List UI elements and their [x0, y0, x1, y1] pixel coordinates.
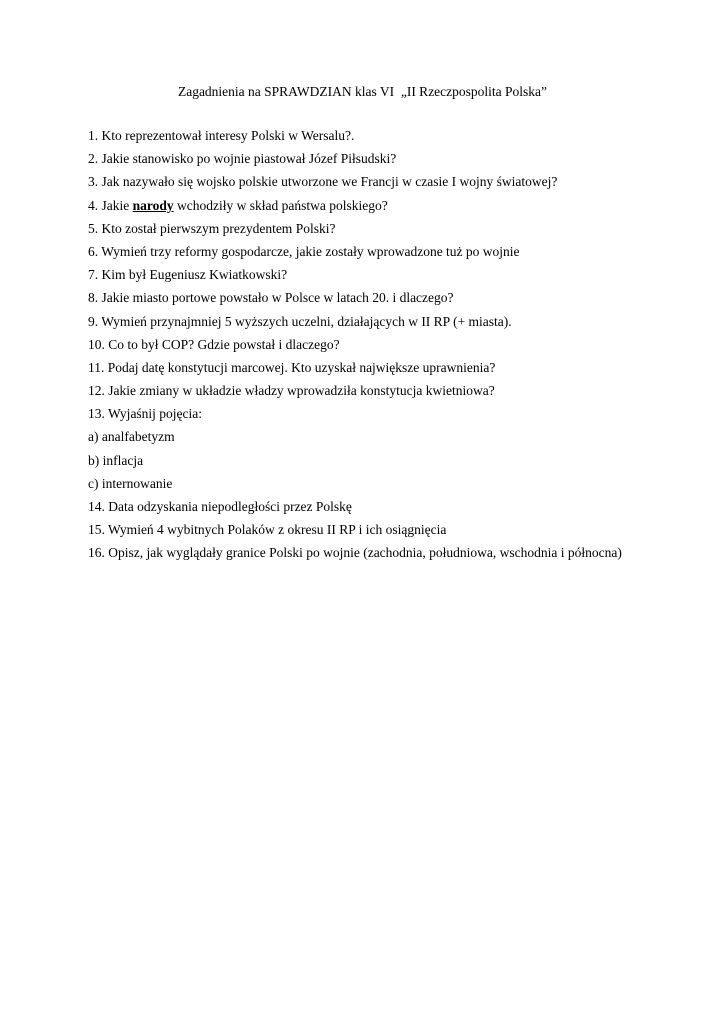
question-4	[88, 198, 708, 221]
question-14: 14. Data odzyskania niepodległości przez Polskę	[88, 499, 352, 514]
question-13: 13. Wyjaśnij pojęcia:	[88, 406, 203, 422]
question-15: 15. Wymień 4 wybitnych Polaków z okresu II RP i ich osiągnięcia	[88, 522, 447, 538]
question-16: 16. Opisz, jak wyglądały granice Polski po wojnie (zachodnia, południowa, wschodnia i północna)	[88, 545, 622, 561]
question-12: 12. Jakie zmiany w układzie władzy wprowadziła konstytucja kwietniowa?	[88, 383, 495, 399]
question-8: 8. Jakie miasto portowe powstało w Polsce w latach 20. i dlaczego?	[88, 290, 454, 306]
question-4-end: wchodziły w skład państwa polskiego?	[173, 197, 388, 213]
question-13-b: b) inflacja	[88, 452, 144, 468]
question-4-emphasis: narody	[132, 197, 174, 213]
question-13-c: c) internowanie	[88, 475, 173, 491]
question-7: 7. Kim był Eugeniusz Kwiatkowski?	[88, 267, 288, 283]
document-title: Zagadnienia na SPRAWDZIAN klas VI „II Rzeczpospolita Polska”	[177, 84, 548, 99]
question-4-start: 4. Jakie	[88, 197, 133, 213]
question-13-a: a) analfabetyzm	[88, 429, 175, 445]
question-6: 6. Wymień trzy reformy gospodarcze, jakie zostały wprowadzone tuż po wojnie	[88, 243, 520, 259]
question-1: 1. Kto reprezentował interesy Polski w Wersalu?.	[88, 128, 355, 143]
question-list	[88, 128, 708, 569]
question-3: 3. Jak nazywało się wojsko polskie utworzone we Francji w czasie I wojny światowej?	[88, 174, 558, 190]
question-5: 5. Kto został pierwszym prezydentem Polski?	[88, 220, 336, 236]
question-9: 9. Wymień przynajmniej 5 wyższych uczelni, działających w II RP (+ miasta).	[88, 313, 512, 329]
question-2: 2. Jakie stanowisko po wojnie piastował Józef Piłsudski?	[88, 151, 397, 167]
question-11: 11. Podaj datę konstytucji marcowej. Kto uzyskał największe uprawnienia?	[88, 359, 496, 375]
question-10: 10. Co to był COP? Gdzie powstał i dlaczego?	[88, 336, 340, 352]
